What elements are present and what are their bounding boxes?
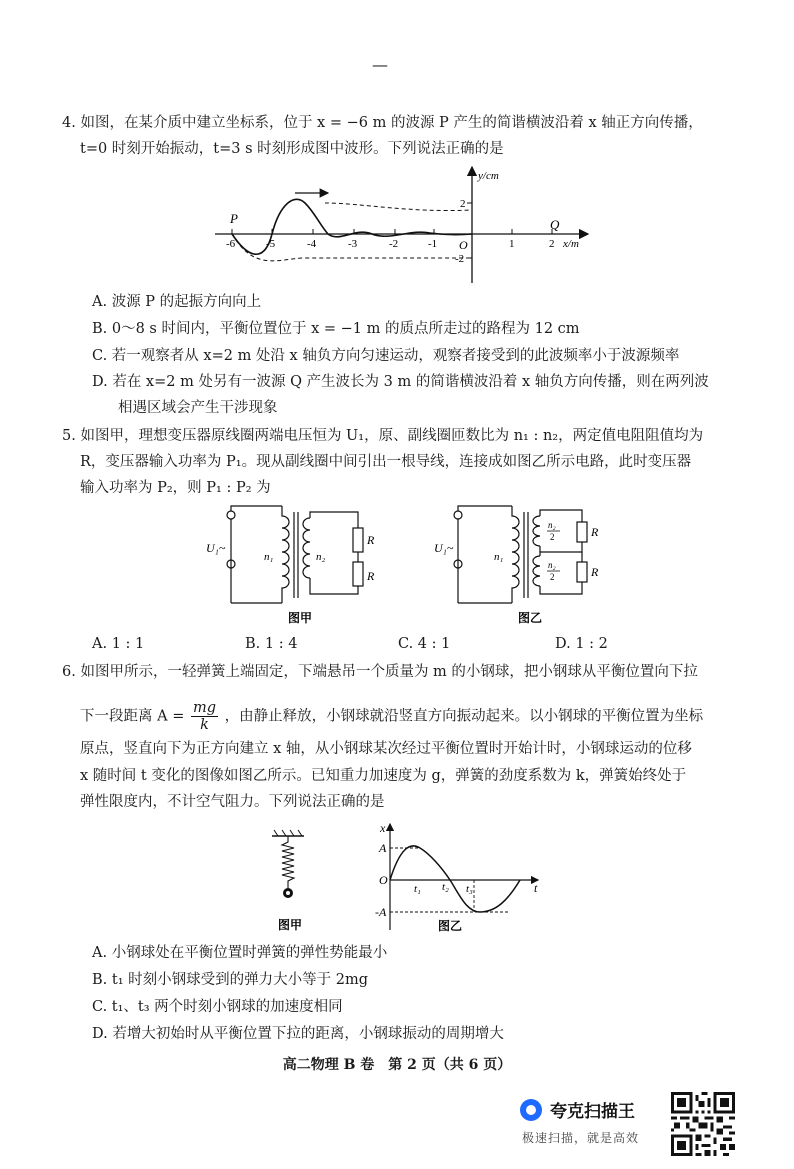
fraction-denominator: k xyxy=(200,717,209,733)
n2-label: n₂ xyxy=(316,551,326,563)
q6-stem-line-2-prefix: 下一段距离 A = xyxy=(80,708,185,725)
half-n2-denominator: 2 xyxy=(550,572,555,582)
scanner-app-name: 夸克扫描王 xyxy=(550,1102,635,1122)
q6-stem-line-1: 6. 如图甲所示，一轻弹簧上端固定，下端悬吊一个质量为 m 的小钢球，把小钢球从平衡位置向下拉 xyxy=(62,664,698,680)
fraction-numerator: mg xyxy=(192,700,216,716)
t3-label: t₃ xyxy=(466,883,473,895)
displacement-curve xyxy=(390,846,520,912)
x-tick-label: 1 xyxy=(509,238,515,250)
q5-option-b: B. 1 : 4 xyxy=(245,636,298,652)
y-axis-label: y/cm xyxy=(478,170,499,182)
q4-option-b: B. 0～8 s 时间内，平衡位置位于 x = −1 m 的质点所走过的路程为 12 cm xyxy=(92,321,580,337)
point-q-label: Q xyxy=(550,217,560,232)
q4-stem-line-2: t=0 时刻开始振动，t=3 s 时刻形成图中波形。下列说法正确的是 xyxy=(80,141,504,157)
half-n2-numerator: n₂ xyxy=(548,560,556,570)
q6-option-c: C. t₁、t₃ 两个时刻小钢球的加速度相同 xyxy=(92,999,343,1015)
resistor-label: R xyxy=(591,565,599,579)
t1-label: t₁ xyxy=(414,883,421,895)
n1-label: n₁ xyxy=(494,551,504,563)
t2-label: t₂ xyxy=(442,881,449,893)
x-tick-label: -5 xyxy=(266,238,276,250)
q5-option-a: A. 1 : 1 xyxy=(92,636,145,652)
x-tick-label: -4 xyxy=(307,238,317,250)
x-tick-label: -2 xyxy=(389,238,399,250)
x-tick-label: -6 xyxy=(226,238,236,250)
page-top-mark: — xyxy=(372,55,388,74)
y-tick-label: -2 xyxy=(455,253,465,265)
resistor-label: R xyxy=(591,525,599,539)
origin-label: O xyxy=(459,238,468,252)
q6-stem-line-3: 原点，竖直向下为正方向建立 x 轴，从小钢球某次经过平衡位置时开始计时，小钢球运动的位移 xyxy=(80,741,692,757)
q6-spring-figure xyxy=(262,826,322,936)
x-tick-label: -3 xyxy=(348,238,358,250)
figure-caption: 图乙 xyxy=(438,919,463,933)
u1-label: U₁~ xyxy=(206,541,226,555)
page-footer: 高二物理 B 卷 第 2 页（共 6 页） xyxy=(282,1057,512,1073)
q5-transformer-figure-b xyxy=(430,498,620,628)
q4-option-a: A. 波源 P 的起振方向向上 xyxy=(92,294,262,310)
x-tick-label: 2 xyxy=(549,238,555,250)
point-p-label: P xyxy=(230,211,238,226)
spring-icon xyxy=(282,836,294,888)
q4-option-d-cont: 相遇区域会产生干涉现象 xyxy=(118,400,278,416)
q4-option-c: C. 若一观察者从 x=2 m 处沿 x 轴负方向匀速运动，观察者接受到的此波频率小于波源频率 xyxy=(92,348,680,364)
q6-stem-line-4: x 随时间 t 变化的图像如图乙所示。已知重力加速度为 g，弹簧的劲度系数为 k，弹簧始终处于 xyxy=(80,768,687,784)
q6-option-d: D. 若增大初始时从平衡位置下拉的距离，小钢球振动的周期增大 xyxy=(92,1026,504,1042)
t-axis-label: t xyxy=(534,881,538,895)
resistor-label: R xyxy=(367,533,375,547)
q4-wave-figure xyxy=(210,163,590,285)
q5-stem-line-1: 5. 如图甲，理想变压器原线圈两端电压恒为 U₁，原、副线圈匝数比为 n₁ : n₂，两定值电阻阻值均为 xyxy=(62,428,704,444)
q5-stem-line-2: R，变压器输入功率为 P₁。现从副线圈中间引出一根导线，连接成如图乙所示电路，此时变压器 xyxy=(80,454,692,470)
x-axis-label: x/m xyxy=(563,238,579,250)
q6-stem-line-2-suffix: ，由静止释放，小钢球就沿竖直方向振动起来。以小钢球的平衡位置为坐标 xyxy=(224,708,704,725)
figure-caption: 图甲 xyxy=(278,918,303,932)
q5-stem-line-3: 输入功率为 P₂，则 P₁ : P₂ 为 xyxy=(80,480,271,496)
figure-caption: 图乙 xyxy=(518,611,543,625)
qr-code-icon xyxy=(671,1092,735,1156)
fraction-mg-over-k xyxy=(191,700,218,733)
n1-label: n₁ xyxy=(264,551,274,563)
q6-xt-graph xyxy=(362,818,552,938)
figure-caption: 图甲 xyxy=(288,611,313,625)
q4-option-d: D. 若在 x=2 m 处另有一波源 Q 产生波长为 3 m 的简谐横波沿着 x 轴负方向传播，则在两列波 xyxy=(92,374,709,390)
scanner-slogan: 极速扫描，就是高效 xyxy=(522,1131,640,1145)
half-n2-numerator: n₂ xyxy=(548,520,556,530)
neg-amplitude-label: -A xyxy=(375,905,387,919)
scanner-logo-icon xyxy=(520,1099,542,1121)
q5-option-c: C. 4 : 1 xyxy=(398,636,451,652)
q6-stem-line-2 xyxy=(80,700,703,733)
q6-option-b: B. t₁ 时刻小钢球受到的弹力大小等于 2mg xyxy=(92,972,368,988)
half-n2-denominator: 2 xyxy=(550,532,555,542)
x-axis-label: x xyxy=(380,821,386,835)
q5-option-d: D. 1 : 2 xyxy=(555,636,608,652)
q4-stem-line-1: 4. 如图，在某介质中建立坐标系，位于 x = −6 m 的波源 P 产生的简谐横波沿着 x 轴正方向传播， xyxy=(62,115,703,131)
amplitude-label: A xyxy=(379,841,387,855)
q6-stem-line-5: 弹性限度内，不计空气阻力。下列说法正确的是 xyxy=(80,794,385,810)
x-tick-label: -1 xyxy=(428,238,438,250)
q6-option-a: A. 小钢球处在平衡位置时弹簧的弹性势能最小 xyxy=(92,945,388,961)
u1-label: U₁~ xyxy=(434,541,454,555)
q5-transformer-figure-a xyxy=(200,498,390,628)
origin-label: O xyxy=(379,873,388,887)
y-tick-label: 2 xyxy=(460,198,466,210)
resistor-label: R xyxy=(367,569,375,583)
